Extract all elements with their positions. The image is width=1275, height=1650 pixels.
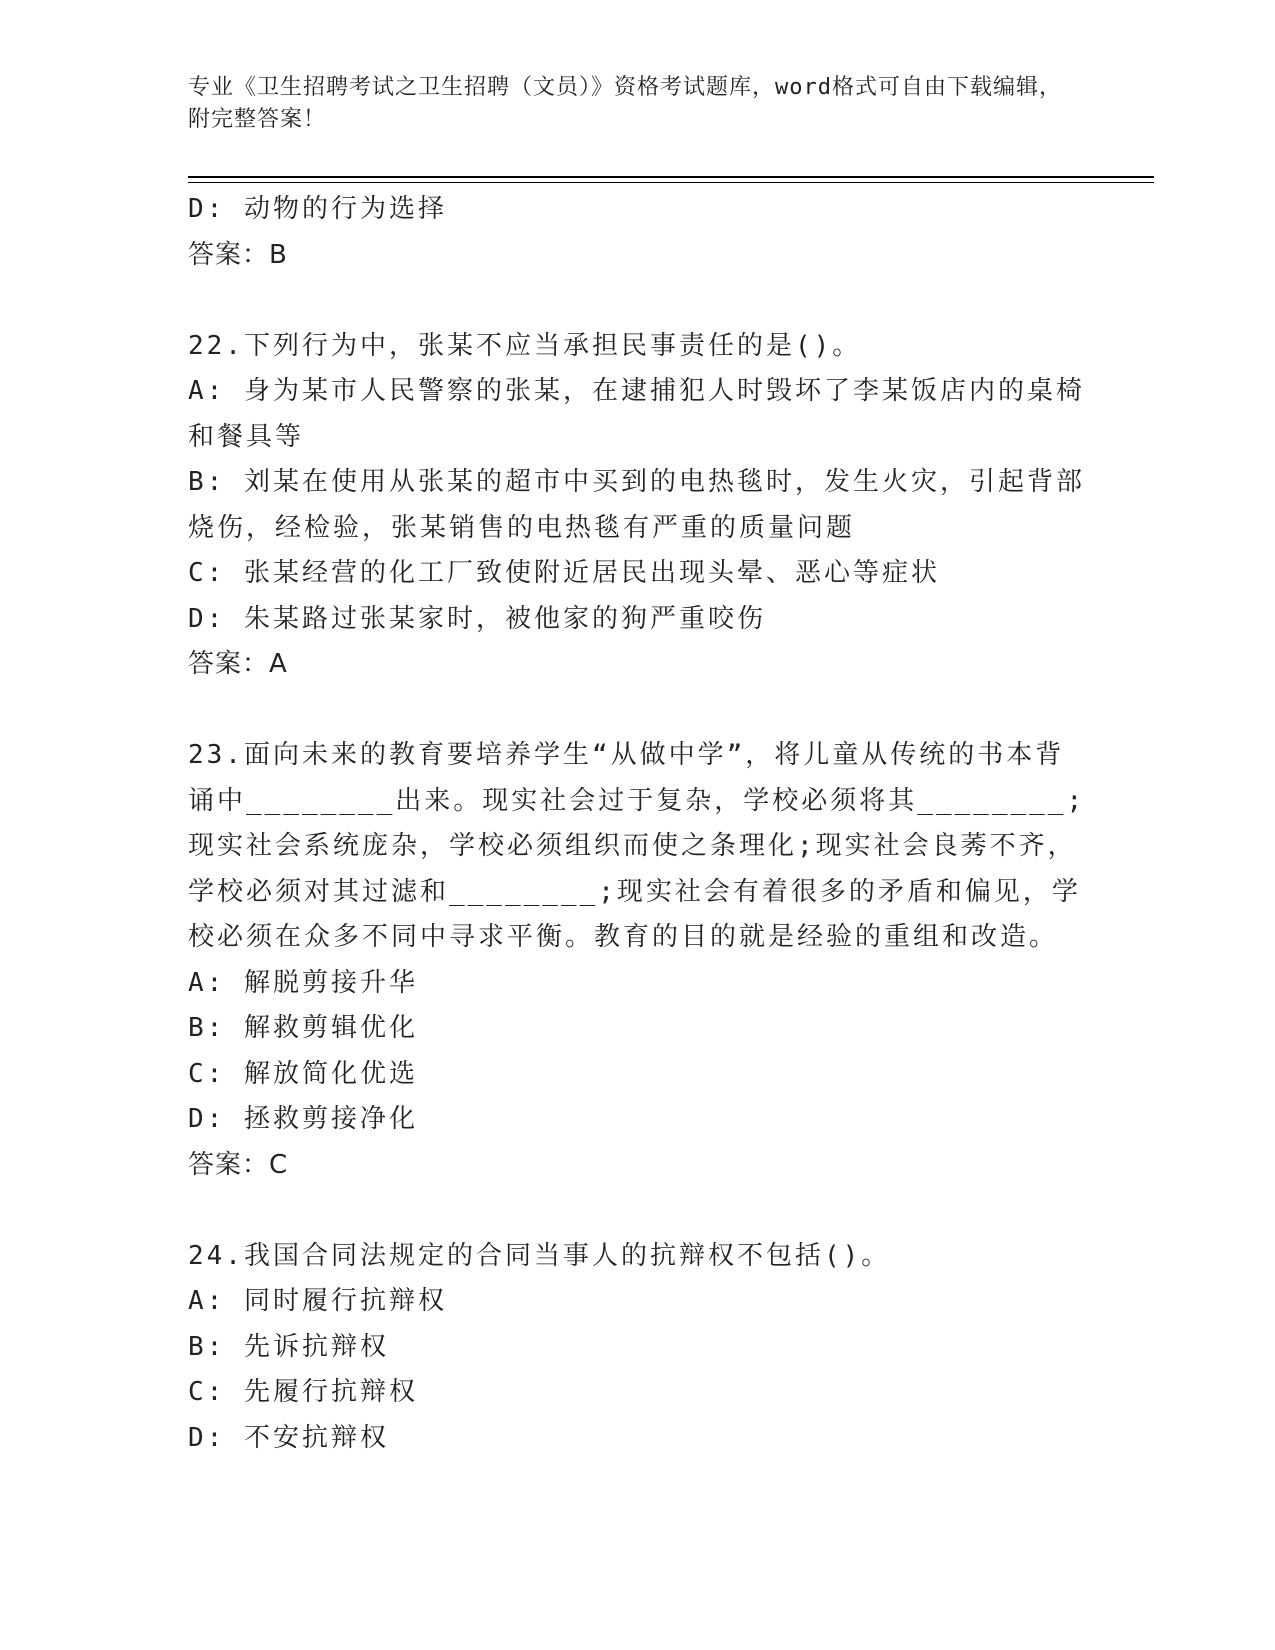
question-24 (188, 1234, 1088, 1462)
option-d: D: 动物的行为选择 (188, 194, 447, 224)
option-b: B: 解救剪辑优化 (188, 1013, 418, 1043)
spacer (188, 688, 1088, 734)
option-d: D: 拯救剪接净化 (188, 1104, 418, 1134)
option-a: A: 身为某市人民警察的张某，在逮捕犯人时毁坏了李某饭店内的桌椅和餐具等 (188, 376, 1085, 452)
question-stem: 24.我国合同法规定的合同当事人的抗辩权不包括()。 (188, 1240, 891, 1271)
answer: 答案：C (188, 1149, 289, 1180)
question-23 (188, 733, 1088, 1188)
option-d: D: 不安抗辩权 (188, 1422, 389, 1453)
question-stem: 23.面向未来的教育要培养学生“从做中学”，将儿童从传统的书本背诵中________出来。现实社会过于复杂，学校必须将其________;现实社会系统庞杂，学校必须组织而使之条理化;现实社会良莠不齐，学校必须对其过滤和________;现实社会有着很多的矛盾和偏见，学校必须在众多不同中寻求平衡。教育的目的就是经验的重组和改造。 (188, 740, 1086, 952)
header-divider-thick (188, 176, 1154, 178)
option-b: B: 刘某在使用从张某的超市中买到的电热毯时，发生火灾，引起背部烧伤，经检验，张某销售的电热毯有严重的质量问题 (188, 467, 1085, 543)
option-c: C: 张某经营的化工厂致使附近居民出现头晕、恶心等症状 (188, 558, 940, 588)
spacer (188, 1188, 1088, 1234)
header-divider-thin (188, 182, 1154, 183)
answer: 答案：A (188, 649, 288, 679)
spacer (188, 278, 1088, 324)
document-header (188, 72, 1068, 136)
question-22 (188, 324, 1088, 688)
option-d: D: 朱某路过张某家时，被他家的狗严重咬伤 (188, 603, 766, 634)
answer: 答案：B (188, 239, 288, 270)
option-c: C: 解放简化优选 (188, 1058, 418, 1089)
question-stem: 22.下列行为中，张某不应当承担民事责任的是()。 (188, 330, 862, 361)
option-a: A: 同时履行抗辩权 (188, 1286, 447, 1316)
option-c: C: 先履行抗辩权 (188, 1377, 418, 1407)
option-a: A: 解脱剪接升华 (188, 967, 418, 998)
question-content (188, 187, 1088, 1461)
option-b: B: 先诉抗辩权 (188, 1331, 389, 1362)
previous-question-tail (188, 187, 1088, 278)
header-text: 专业《卫生招聘考试之卫生招聘（文员）》资格考试题库，word格式可自由下载编辑，附完整答案！ (188, 75, 1062, 132)
